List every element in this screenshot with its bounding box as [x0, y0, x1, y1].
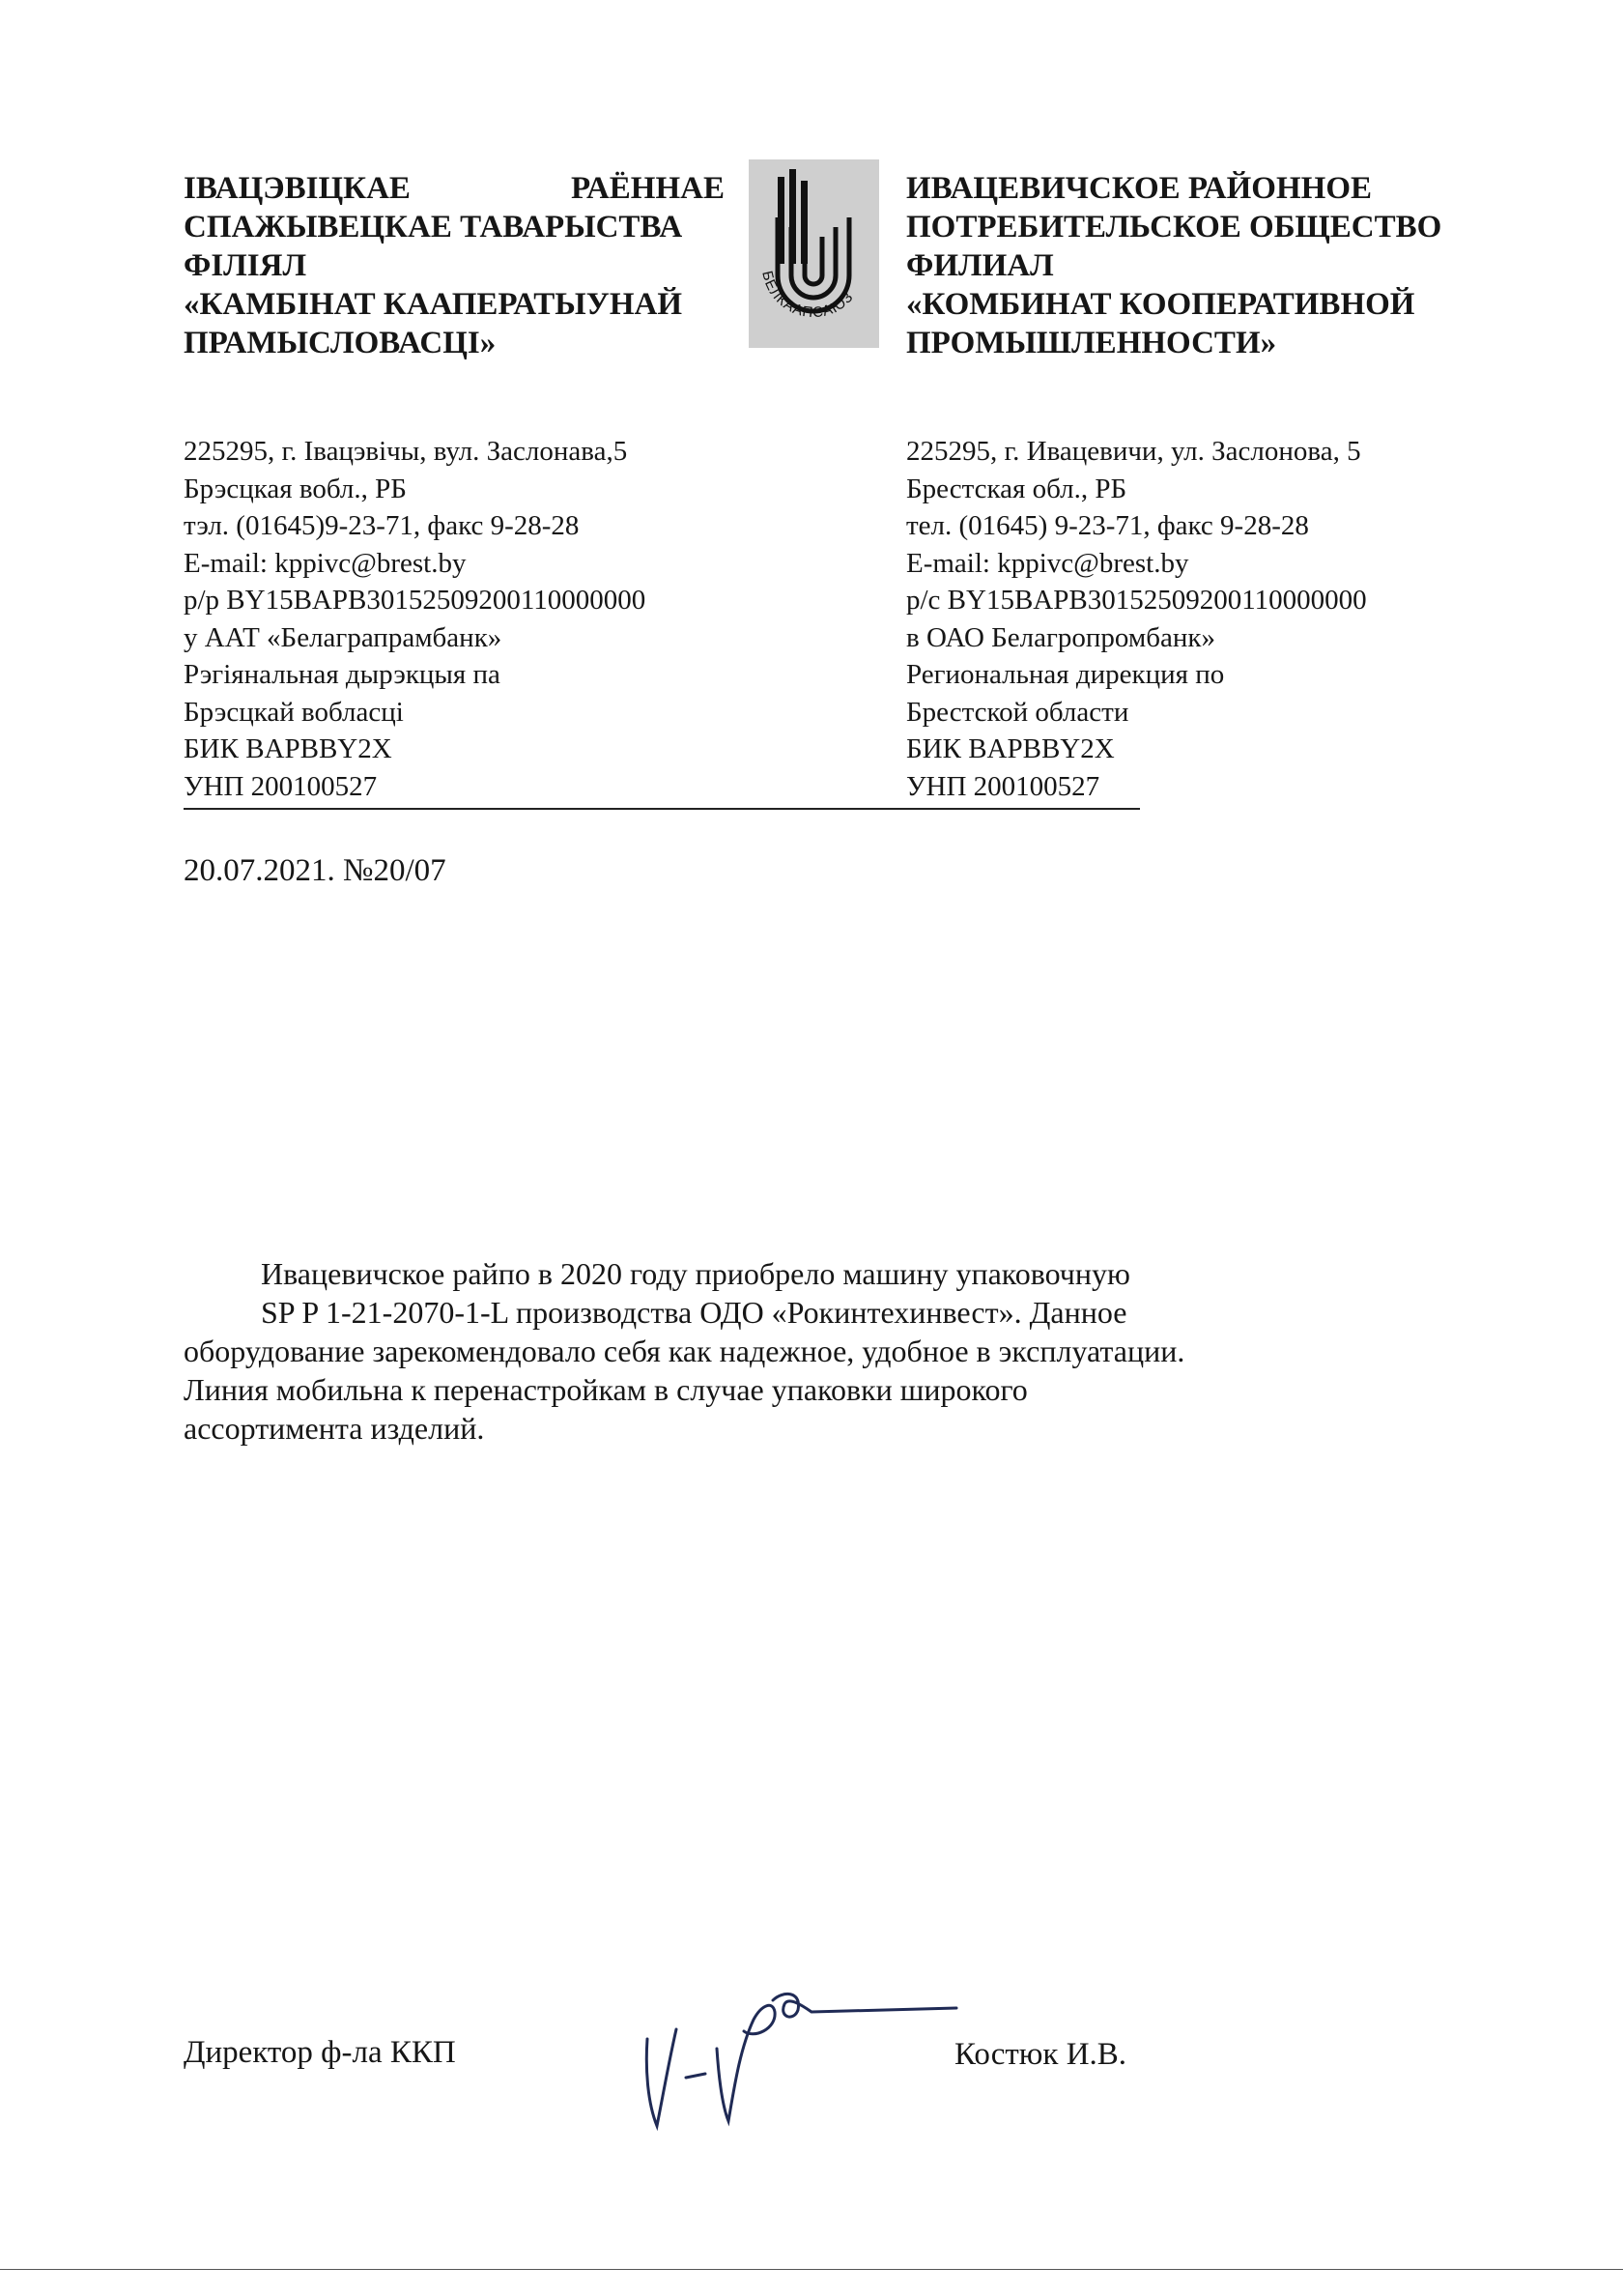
body-line: ассортимента изделий. — [184, 1411, 485, 1446]
header-left-line2: СПАЖЫВЕЦКАЕ ТАВАРЫСТВА — [184, 210, 683, 244]
body-line: Линия мобильна к перенастройкам в случае упаковки широкого — [184, 1372, 1028, 1407]
logo-graphic — [749, 159, 879, 348]
address-left-line: Брэсцкай вобласці — [184, 696, 404, 728]
address-left-line: УНП 200100527 — [184, 770, 378, 802]
address-right-line: Брестской области — [906, 696, 1129, 728]
body-line: оборудование зарекомендовало себя как надежное, удобное в эксплуатации. — [184, 1334, 1185, 1368]
header-left-line4: «КАМБІНАТ КААПЕРАТЫУНАЙ — [184, 287, 683, 322]
header-right-line5: ПРОМЫШЛЕННОСТИ» — [906, 326, 1277, 360]
header-right-line1: ИВАЦЕВИЧСКОЕ РАЙОННОЕ — [906, 171, 1372, 206]
body-line: SP P 1-21-2070-1-L производства ОДО «Рокинтехинвест». Данное — [261, 1295, 1127, 1330]
address-right-line: Брестская обл., РБ — [906, 473, 1127, 504]
address-right-line: E-mail: kppivc@brest.by — [906, 547, 1189, 579]
date-number: 20.07.2021. №20/07 — [184, 853, 446, 888]
address-left-line: Рэгіянальная дырэкцыя па — [184, 659, 500, 690]
header-right — [906, 169, 1486, 362]
address-left-line: тэл. (01645)9-23-71, факс 9-28-28 — [184, 510, 580, 541]
signatory-name: Костюк И.В. — [954, 2037, 1127, 2072]
footer-divider — [0, 2269, 1623, 2270]
address-right-line: БИК BAPBBY2X — [906, 733, 1115, 764]
address-left-line: БИК BAPBBY2X — [184, 733, 392, 764]
signatory-position: Директор ф-ла ККП — [184, 2035, 456, 2070]
address-right-line: в ОАО Белагропромбанк» — [906, 621, 1215, 653]
address-left-line: Брэсцкая вобл., РБ — [184, 473, 407, 504]
address-right — [906, 433, 1486, 805]
handwritten-signature — [609, 1962, 995, 2155]
header-left — [184, 169, 725, 362]
address-left-line: E-mail: kppivc@brest.by — [184, 547, 467, 579]
header-right-line3: ФИЛИАЛ — [906, 248, 1054, 283]
logo-text: БЕЛКААПСАЮЗ — [758, 269, 858, 322]
address-left-line: 225295, г. Івацэвічы, вул. Заслонава,5 — [184, 436, 628, 467]
header-left-line1: ІВАЦЭВІЦКАЕ РАЁННАЕ — [184, 171, 725, 206]
address-right-line: р/с BY15BAPB30152509200110000000 — [906, 585, 1367, 616]
address-left-line: р/р BY15BAPB30152509200110000000 — [184, 585, 646, 616]
address-right-line: тел. (01645) 9-23-71, факс 9-28-28 — [906, 510, 1309, 541]
header-right-line4: «КОМБИНАТ КООПЕРАТИВНОЙ — [906, 287, 1415, 322]
address-left — [184, 433, 725, 805]
address-left-line: у ААТ «Белаграпрамбанк» — [184, 621, 502, 653]
address-right-line: 225295, г. Ивацевичи, ул. Заслонова, 5 — [906, 436, 1361, 467]
body-line: Ивацевичское райпо в 2020 году приобрело машину упаковочную — [261, 1256, 1130, 1291]
address-right-line: УНП 200100527 — [906, 770, 1100, 802]
header-divider — [184, 808, 1140, 810]
header-left-line5: ПРАМЫСЛОВАСЦІ» — [184, 326, 497, 360]
belkaapsayuz-logo — [749, 159, 879, 348]
address-right-line: Региональная дирекция по — [906, 659, 1225, 690]
header-right-line2: ПОТРЕБИТЕЛЬСКОЕ ОБЩЕСТВО — [906, 210, 1442, 244]
letter-body — [184, 1254, 1478, 1448]
header-left-line3: ФІЛІЯЛ — [184, 248, 307, 283]
